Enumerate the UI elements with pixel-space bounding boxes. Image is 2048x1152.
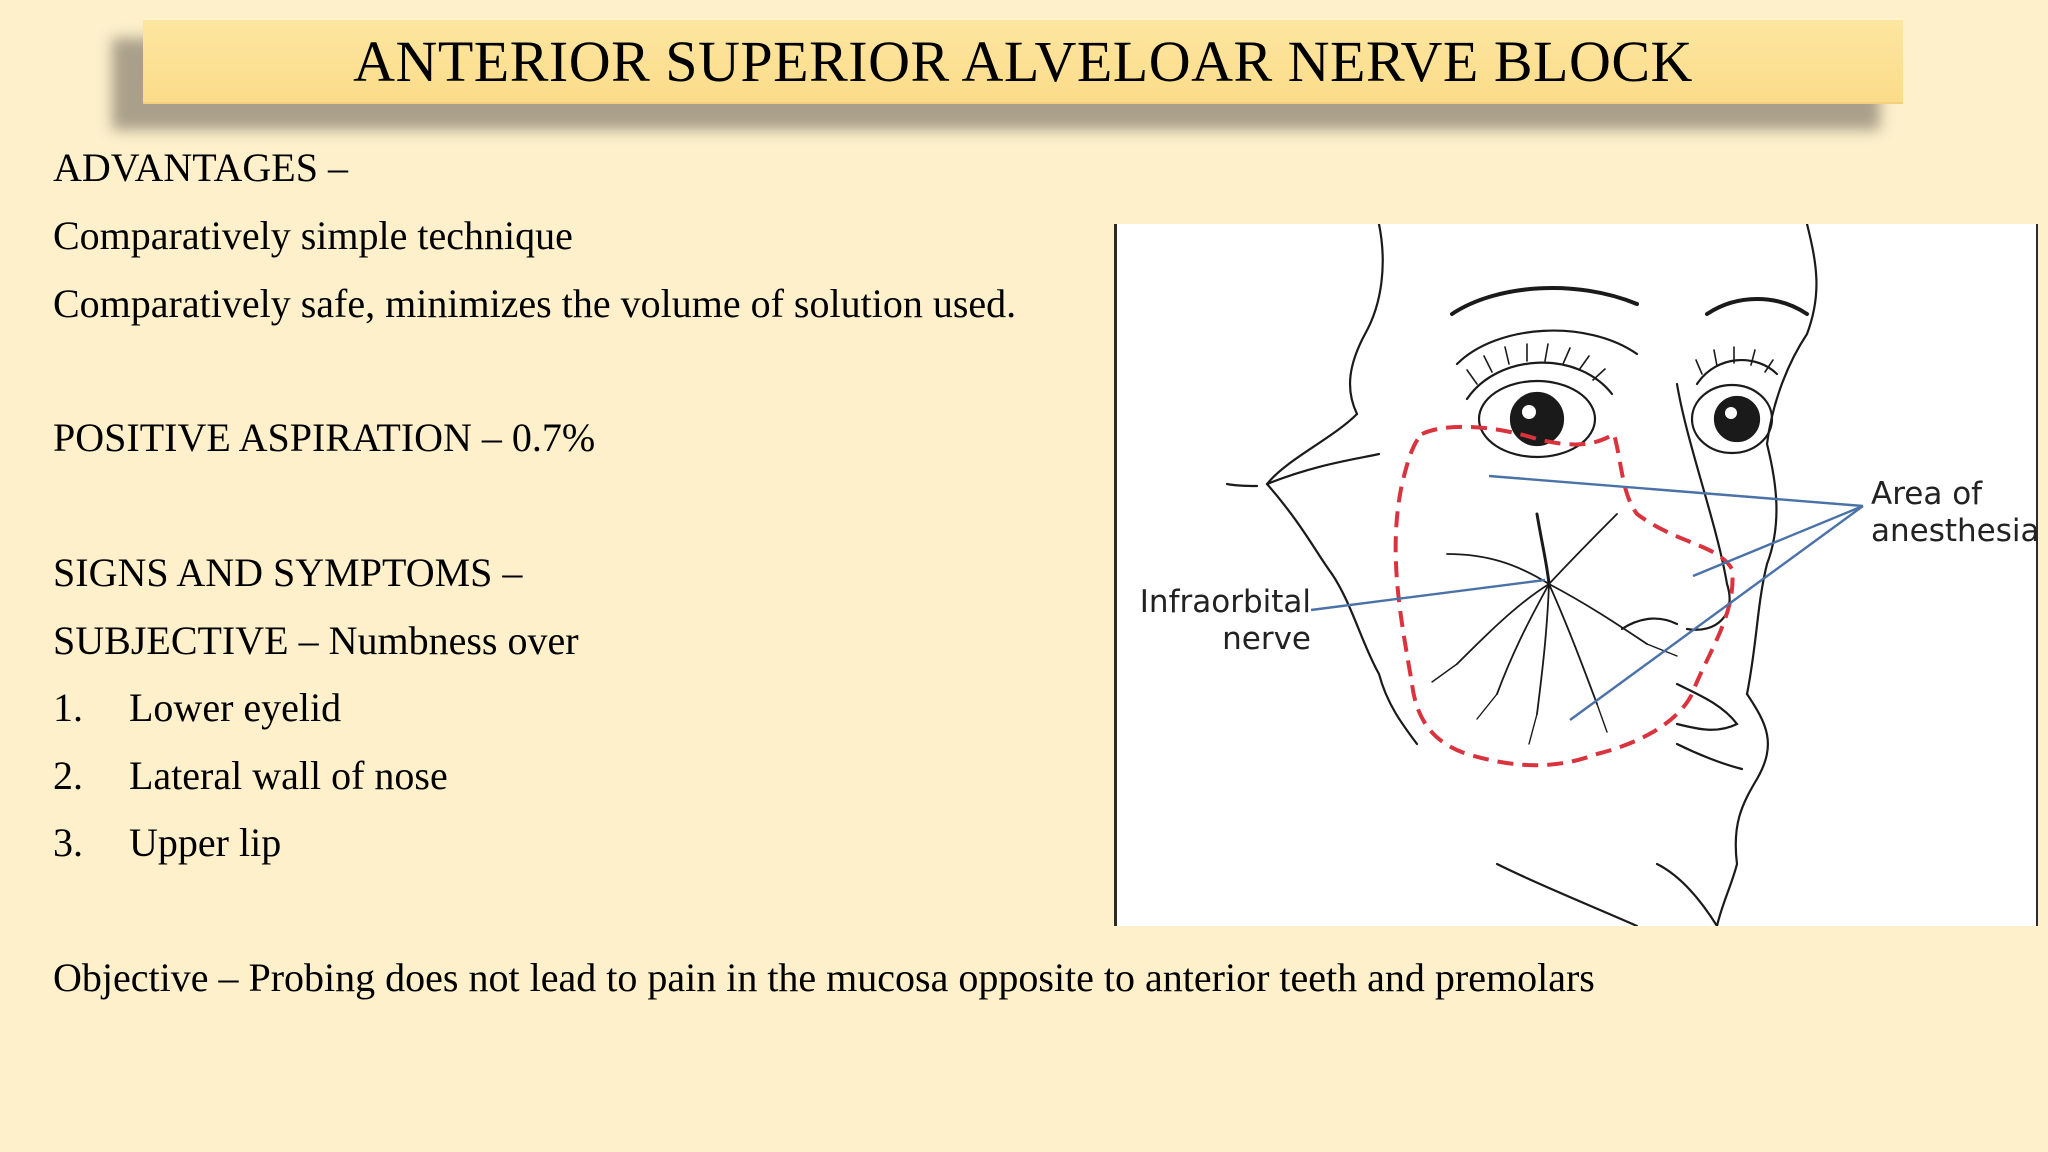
list-number: 2. <box>53 753 83 798</box>
list-item <box>53 820 282 865</box>
label-line: Area of <box>1871 476 1983 512</box>
advantage-item: Comparatively safe, minimizes the volume of solution used. <box>53 281 1017 326</box>
infraorbital-nerve-label <box>1131 584 1311 658</box>
face-anatomy-figure <box>1114 224 2038 926</box>
objective-line: Objective – Probing does not lead to pain in the mucosa opposite to anterior teeth and premolars <box>53 955 1595 1000</box>
list-item <box>53 753 448 798</box>
advantage-item: Comparatively simple technique <box>53 213 573 258</box>
subjective-line: SUBJECTIVE – Numbness over <box>53 618 579 663</box>
signs-heading: SIGNS AND SYMPTOMS – <box>53 550 523 595</box>
list-text: Lower eyelid <box>129 685 342 730</box>
face-drawing <box>1117 224 2041 926</box>
positive-aspiration: POSITIVE ASPIRATION – 0.7% <box>53 415 596 460</box>
list-item <box>53 685 342 730</box>
advantages-heading: ADVANTAGES – <box>53 145 348 190</box>
title-banner <box>143 18 1903 104</box>
list-number: 3. <box>53 820 83 865</box>
label-line: nerve <box>1222 621 1311 658</box>
label-line: anesthesia <box>1871 513 2040 550</box>
list-number: 1. <box>53 685 83 730</box>
list-text: Lateral wall of nose <box>129 753 448 798</box>
slide-title: ANTERIOR SUPERIOR ALVELOAR NERVE BLOCK <box>353 28 1693 94</box>
label-line: Infraorbital <box>1139 584 1311 620</box>
area-of-anesthesia-label <box>1871 476 2040 550</box>
list-text: Upper lip <box>129 820 282 865</box>
